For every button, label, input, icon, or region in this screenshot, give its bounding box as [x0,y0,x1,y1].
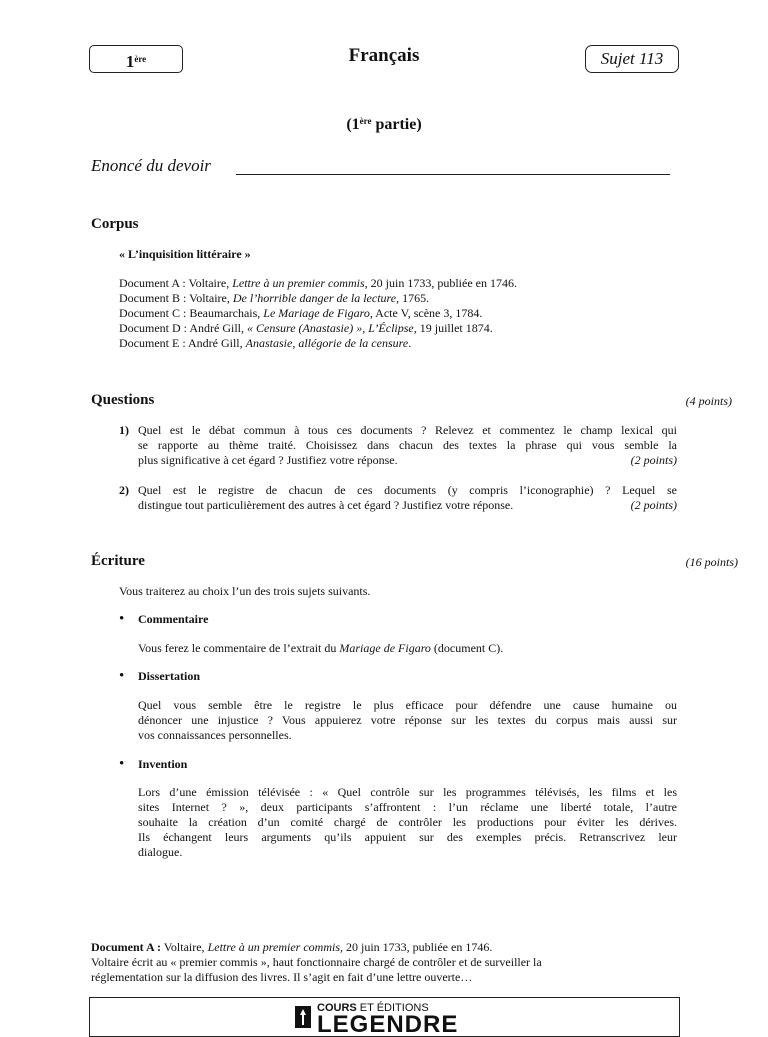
logo-wordmark: LEGENDRE [317,1011,459,1037]
commentaire-text: Vous ferez le commentaire de l’extrait du Mariage de Figaro (document C). [138,641,504,655]
publisher-logo [295,1002,495,1037]
ecriture-intro: Vous traiterez au choix l’un des trois sujets suivants. [119,584,371,598]
partie-title: (1ère partie) [346,116,422,133]
level-label: 1ère [125,52,147,71]
question-number: 2) [119,483,129,497]
corpus-title: « L’inquisition littéraire » [119,247,251,261]
footer-box [89,997,680,1037]
question-points: (2 points) [630,453,677,467]
document-item: Document C : Beaumarchais, Le Mariage de Figaro, Acte V, scène 3, 1784. [119,306,483,320]
question-2-text: Quel est le registre de chacun de ces documents (y compris l’iconographie) ? Lequel se distingue tout particulièrement des autres à cet égard ? Justifiez votre réponse. (2 points) [138,483,677,512]
dissertation-title: Dissertation [138,669,200,683]
question-number: 1) [119,423,129,437]
questions-heading: Questions [91,392,155,408]
document-item: Document E : André Gill, Anastasie, allégorie de la censure. [119,336,412,350]
bullet-icon: • [119,756,125,772]
invention-title: Invention [138,757,188,771]
ecriture-points: (16 points) [685,555,738,569]
document-item: Document B : Voltaire, De l’horrible danger de la lecture, 1765. [119,291,430,305]
level-box [89,45,183,73]
document-item: Document A : Voltaire, Lettre à un premier commis, 20 juin 1733, publiée en 1746. [119,276,517,290]
invention-text: Lors d’une émission télévisée : « Quel contrôle sur les programmes télévisés, les films et les sites Internet ? », deux participants s’affrontent : l’un réclame une liberté totale, l’autre souhaite la création d’un comité chargé de contrôler les productions pour éviter les dérives. Ils échangent leurs arguments qu’ils appuient sur des exemples précis. Retranscrivez leur dialogue. [138,785,677,859]
bullet-icon: • [119,668,125,684]
document-item: Document D : André Gill, « Censure (Anastasie) », L’Éclipse, 19 juillet 1874. [119,321,493,335]
enonce-label: Enoncé du devoir [91,156,211,175]
logo-mark-icon [295,1006,311,1028]
commentaire-title: Commentaire [138,612,209,626]
questions-points: (4 points) [685,394,732,408]
question-points: (2 points) [630,498,677,512]
enonce-underline [236,174,670,175]
document-list [119,276,679,351]
logo-tagline: COURS ET ÉDITIONS [317,1002,429,1014]
question-1-text: Quel est le débat commun à tous ces documents ? Relevez et commentez le champ lexical qui se rapporte au thème traité. Choisissez dans chacun des textes la phrase qui vous semble la plus significative à cet égard ? Justifiez votre réponse. (2 points) [138,423,677,467]
sujet-label: Sujet 113 [600,49,664,68]
dissertation-text: Quel vous semble être le registre le plus efficace pour défendre une cause humaine ou dénoncer une injustice ? Vous appuierez votre réponse sur les textes du corpus mais aussi sur vos connaissances personnelles. [138,698,677,742]
bullet-icon: • [119,611,125,627]
subject-title: Français [348,45,420,66]
document-a-intro: Document A : Voltaire, Lettre à un premier commis, 20 juin 1733, publiée en 1746. Voltaire écrit au « premier commis », haut fonctionnaire chargé de contrôler et de surveiller la réglementation sur la diffusion des livres. Il s’agit en fait d’une lettre ouverte… [91,940,542,984]
ecriture-heading: Écriture [91,553,145,569]
sujet-box [585,45,679,73]
corpus-heading: Corpus [91,216,139,232]
